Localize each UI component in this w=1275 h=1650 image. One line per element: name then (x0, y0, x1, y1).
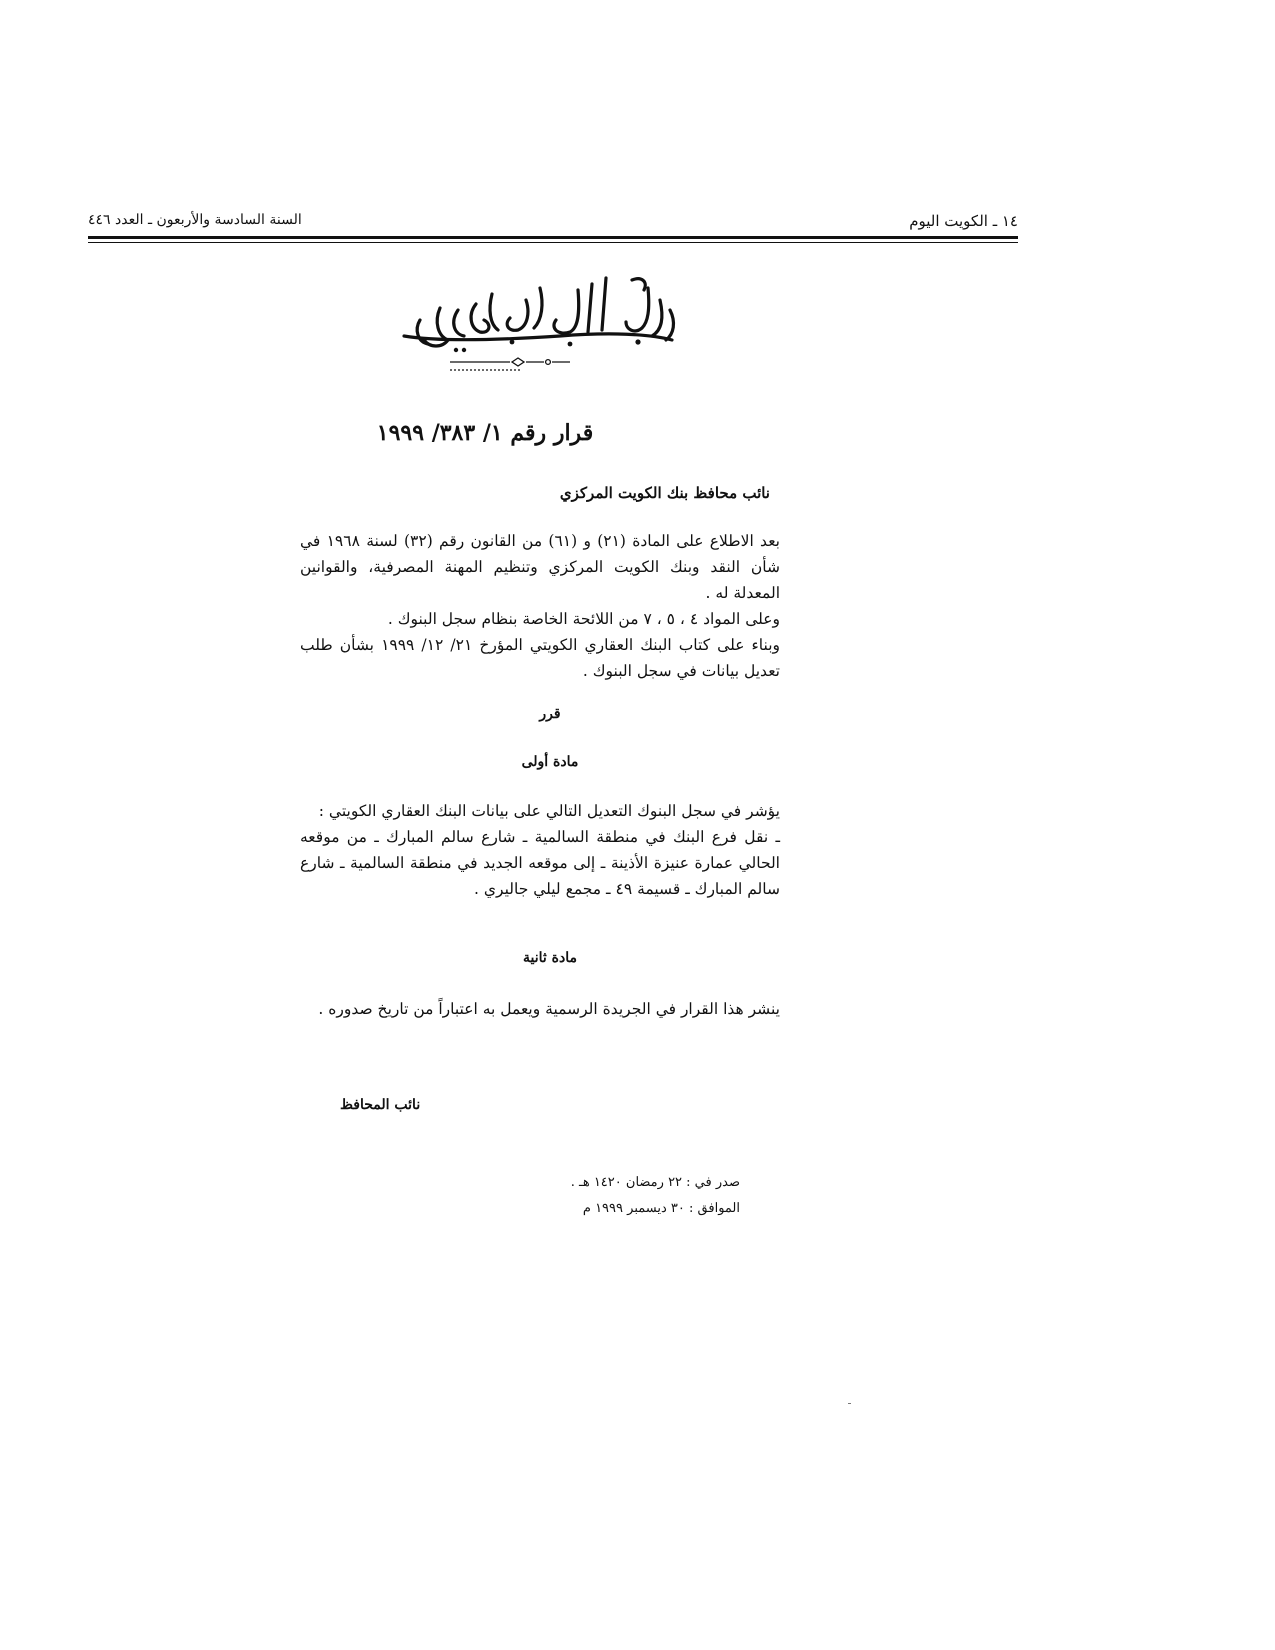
header-rule-thin (88, 242, 1018, 243)
article-2-body (300, 996, 780, 1022)
header-rule (88, 236, 1018, 239)
article-1-body (300, 798, 780, 902)
article-1-paragraph-2: ـ نقل فرع البنك في منطقة السالمية ـ شارع سالم المبارك ـ من موقعه الحالي عمارة عنيزة الأذينة ـ إلى موقعه الجديد في منطقة السالمية ـ شارع سالم المبارك ـ قسيمة ٤٩ ـ مجمع ليلي جاليري . (300, 828, 780, 898)
article-1-heading: مادة أولى (521, 754, 579, 770)
issued-gregorian: الموافق : ٣٠ ديسمبر ١٩٩٩ م (582, 1201, 740, 1216)
issue-label: السنة السادسة والأربعون ـ العدد ٤٤٦ (88, 212, 302, 228)
page-label: ١٤ ـ الكويت اليوم (909, 212, 1018, 230)
issued-hijri: صدر في : ٢٢ رمضان ١٤٢٠ هـ . (570, 1175, 740, 1190)
decided-heading: قرر (539, 706, 561, 722)
article-2-heading: مادة ثانية (523, 950, 577, 966)
preamble-paragraph-3: وبناء على كتاب البنك العقاري الكويتي المؤرخ ٢١/ ١٢/ ١٩٩٩ بشأن طلب تعديل بيانات في سجل البنوك . (300, 636, 781, 680)
scan-speck (848, 1403, 851, 1404)
central-bank-logo (380, 270, 690, 380)
preamble-paragraph-2: وعلى المواد ٤ ، ٥ ، ٧ من اللائحة الخاصة بنظام سجل البنوك . (387, 610, 780, 628)
signatory: نائب المحافظ (340, 1097, 421, 1113)
issue-dates (520, 1170, 740, 1222)
article-1-paragraph-1: يؤشر في سجل البنوك التعديل التالي على بيانات البنك العقاري الكويتي : (318, 802, 780, 820)
preamble (300, 528, 780, 684)
article-2-paragraph: ينشر هذا القرار في الجريدة الرسمية ويعمل به اعتباراً من تاريخ صدوره . (318, 1000, 780, 1018)
preamble-paragraph-1: بعد الاطلاع على المادة (٢١) و (٦١) من القانون رقم (٣٢) لسنة ١٩٦٨ في شأن النقد وبنك الكويت المركزي وتنظيم المهنة المصرفية، والقوانين المعدلة له . (300, 532, 780, 602)
decision-title: قرار رقم ١/ ٣٨٣/ ١٩٩٩ (376, 420, 594, 446)
issuer-heading: نائب محافظ بنك الكويت المركزي (559, 484, 770, 502)
